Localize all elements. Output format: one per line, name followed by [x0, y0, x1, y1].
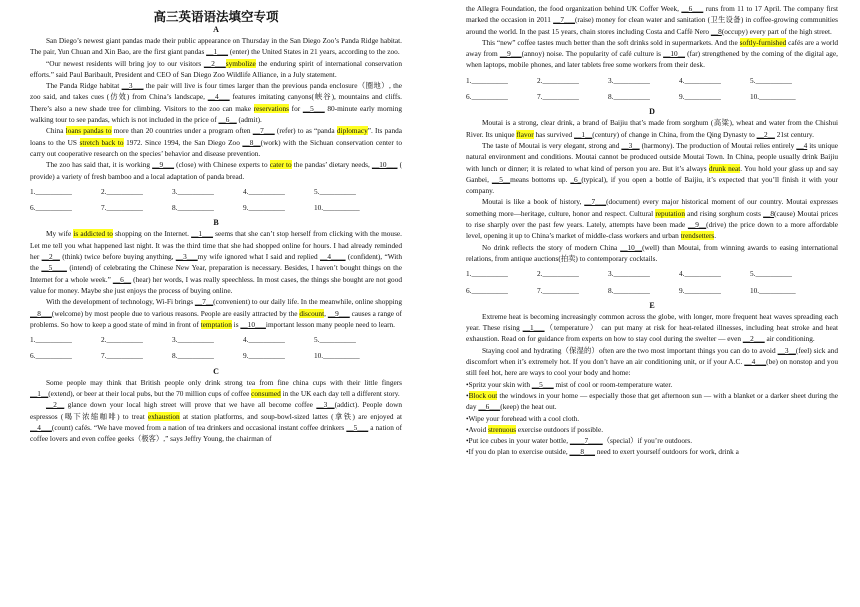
answer-blank: __3__ [621, 140, 640, 150]
passage-text: (hear) her words, I was really speechless. In most cases, the things she bought are not good value for money. Maybe she just enjoys the process of buying online. [30, 274, 402, 295]
answer-row [30, 350, 402, 361]
answer-row [30, 186, 402, 197]
passage-text: (refer) to as “panda [274, 126, 337, 136]
paragraph [30, 399, 402, 444]
passage-text: •Spritz your skin with [466, 379, 532, 389]
highlighted-phrase: symbolize [225, 58, 256, 68]
answer-blank: __1__ [574, 129, 593, 139]
answer-blank: __2___ [742, 334, 765, 344]
answer-slot[interactable]: 10.__________ [750, 92, 796, 102]
passage-text: (count) cafés. “We have moved from a nation of tea drinkers and occasional instant coffee drinkers [51, 422, 347, 432]
passage-text: My wife [46, 229, 74, 239]
answer-slot[interactable]: 4.__________ [243, 335, 285, 345]
passage-text: Moutai is like a book of history, [482, 197, 585, 207]
answer-slot[interactable]: 4.__________ [243, 186, 285, 196]
section-a-passage [30, 35, 402, 182]
answer-slot[interactable]: 1.__________ [466, 269, 508, 279]
passage-text: important lesson many people need to learn. [265, 319, 395, 329]
answer-blank: __8___ [30, 308, 52, 318]
passage-text: (confident), “With the [30, 252, 402, 273]
paragraph [466, 435, 838, 446]
passage-text: (enter) the United States in 21 years, according to the zoo. [228, 47, 400, 57]
highlighted-phrase: drunk neat [708, 163, 741, 173]
answer-slot[interactable]: 1.__________ [466, 75, 508, 85]
passage-text: (welcome) by most people due to various reasons. People are easily attracted by the [51, 308, 300, 318]
passage-text: at station platforms, and soup-bowl-sized lattes (拿铁) are enjoyed at [179, 411, 402, 421]
passage-text: •If you do plan to exercise outside, [466, 447, 570, 457]
highlighted-phrase: exhaustion [148, 411, 180, 421]
passage-text: means bottoms up. [510, 174, 571, 184]
answer-blank: __3___ [175, 252, 198, 262]
answer-slot[interactable]: 7.__________ [101, 203, 143, 213]
section-e-passage [466, 311, 838, 458]
answer-blank: __7___ [584, 197, 607, 207]
passage-text: (document) every major historical moment of our country. Moutai expresses something more—heritage, culture, honor and respect. Cultural [466, 197, 838, 218]
passage-text: (convenient) to our daily life. In the meanwhile, online shopping [213, 297, 402, 307]
answer-slot[interactable]: 9.__________ [679, 285, 721, 295]
passage-text: The taste of Moutai is very elegant, strong and [482, 140, 622, 150]
passage-text: mist of cool or room-temperature water. [553, 379, 673, 389]
passage-text: •Put ice cubes in your water bottle, [466, 436, 570, 446]
answer-row [466, 268, 838, 279]
passage-text: •Avoid [466, 424, 489, 434]
passage-text: the windows in your home — especially those that get afternoon sun — with a blanket or a darker sheet during the day [466, 390, 838, 412]
passage-text: (close) with Chinese experts to [174, 160, 270, 170]
paragraph [466, 345, 838, 379]
paragraph [466, 413, 838, 424]
passage-text: (century) of change in China, from the Qing Dynasty to [592, 129, 757, 139]
passage-text: . [714, 231, 717, 241]
answer-blank: __4___ [744, 357, 767, 367]
highlighted-phrase: softly-furnished [739, 37, 787, 47]
passage-text: more than 20 countries under a program often [111, 126, 253, 136]
passage-text: (occupy) every part of the high street. [721, 26, 832, 36]
answer-blank: __5___ [531, 379, 554, 389]
section-d-label: D [649, 107, 655, 117]
answer-slot[interactable]: 7.__________ [537, 92, 579, 102]
paragraph [30, 80, 402, 125]
section-d-passage [466, 117, 838, 264]
answer-blank: __2___ [203, 58, 226, 68]
answer-slot[interactable]: 9.__________ [679, 92, 721, 102]
left-column [30, 0, 402, 607]
answer-slot[interactable]: 8.__________ [172, 351, 214, 361]
answer-blank: __10__ [663, 49, 685, 59]
answer-slot[interactable]: 9.__________ [243, 203, 285, 213]
answer-blank: __8 [710, 26, 722, 36]
passage-text: (typical), if you open a bottle of Baijiu, it’s expected that you’ll finish it with your company. [466, 174, 838, 196]
passage-text: (extend), or beer at their local pubs, but the 70 million cups of coffee [48, 389, 252, 399]
passage-text: . You hold your glass up and say Ganbei, [466, 163, 838, 184]
highlighted-phrase: consumed [251, 389, 281, 399]
highlighted-phrase: diplomacy [336, 126, 368, 136]
answer-blank: __5___ [346, 422, 369, 432]
answer-slot[interactable]: 4.__________ [679, 269, 721, 279]
passage-text: and rising sorghum costs [684, 208, 764, 218]
paragraph [466, 140, 838, 196]
answer-blank: __5__ [491, 174, 511, 184]
passage-text: the enduring spirit of international conservation efforts.” said Paul Baribault, President and CEO of San Diego Zoo Wildlife Alliance, in a July statement. [30, 58, 402, 79]
answer-slot[interactable]: 10.__________ [314, 203, 360, 213]
paragraph [30, 377, 402, 400]
paragraph [466, 196, 838, 241]
passage-text: (work) with the Sichuan conservation center to carry out cooperative research on the species’ behavior and disease prevention. [30, 137, 402, 158]
answer-blank: __10__ [620, 242, 643, 252]
paragraph [30, 159, 402, 182]
answer-blank: __8__ [242, 137, 261, 147]
answer-slot[interactable]: 5.__________ [750, 75, 792, 85]
answer-slot[interactable]: 3.__________ [172, 186, 214, 196]
highlighted-phrase: loans pandas to [65, 126, 112, 136]
highlighted-phrase: cater to [269, 160, 292, 170]
paragraph [466, 446, 838, 457]
answer-slot[interactable]: 5.__________ [314, 335, 356, 345]
passage-text: ”. Its panda loans to the US [30, 126, 402, 147]
passage-text: in the UK each day tell a different story. [280, 389, 400, 399]
answer-blank: __7__ [194, 297, 214, 307]
passage-text: With the development of technology, Wi-Fi brings [46, 297, 195, 307]
passage-text: (addict). People down espressos (喝下浓缩咖啡) to treat [30, 400, 402, 421]
paragraph [466, 424, 838, 435]
passage-text: (cause) Moutai prices to rise sharply over the past few years. Lately, attempts have been made [466, 208, 838, 230]
answer-blank: __1__ [30, 389, 49, 399]
answer-blank: __7___ [553, 15, 575, 25]
answer-blank: __5____ [41, 263, 67, 273]
answer-slot[interactable]: 4.__________ [679, 75, 721, 85]
answer-row [466, 91, 838, 102]
passage-text: its unique natural environment and conditions. Moutai cannot be produced outside Moutai Town. In China, people usually drink Baijiu with lunch or dinner; it is related to what kind of person you are. But it’s always [466, 140, 838, 173]
section-b-answers [30, 334, 402, 362]
paragraph [30, 228, 402, 296]
passage-text: (admit). [236, 115, 262, 125]
answer-blank: __4___ [30, 422, 52, 432]
passage-text: (annoy) noise. The popularity of café culture is [521, 49, 664, 59]
paragraph [466, 311, 838, 345]
passage-text: runs from 11 to 17 April. The company first marked the occasion in 2011 [466, 4, 838, 25]
answer-slot[interactable]: 3.__________ [608, 75, 650, 85]
passage-text: No drink reflects the story of modern China [482, 242, 621, 252]
section-e-label: E [649, 300, 655, 310]
section-c-passage-right [466, 3, 838, 71]
passage-text: causes a range of problems. So how to keep a good state of mind in front of [30, 308, 402, 329]
passage-text: “Our newest residents will bring joy to our visitors [46, 58, 204, 68]
passage-text: seems that she can’t stop herself from clicking with the mouse. Let me tell you what happened last night. It was the third time that she had shopped online for hours. I had already reminded her [30, 229, 402, 262]
passage-text: 21st century. [774, 129, 814, 139]
answer-slot[interactable]: 2.__________ [101, 335, 143, 345]
passage-text: （temperature） can put many at risk for heat-related illnesses, including heat stroke and heat exhaustion. Read on for guidance from experts on how to stay cool during the swelter — even [466, 323, 838, 344]
answer-slot[interactable]: 7.__________ [537, 285, 579, 295]
answer-slot[interactable]: 10.__________ [314, 351, 360, 361]
passage-text: 1972. Since 1994, the San Diego Zoo [123, 137, 243, 147]
passage-text: (keep) the heat out. [500, 402, 557, 412]
answer-blank: __10___ [240, 319, 266, 329]
passage-text: cafés are a world away from [466, 37, 838, 59]
paragraph [30, 35, 402, 58]
answer-blank: __1___ [206, 47, 229, 57]
paragraph [466, 390, 838, 413]
answer-slot[interactable]: 8.__________ [608, 92, 650, 102]
answer-slot[interactable]: 3.__________ [608, 269, 650, 279]
answer-blank: __6___ [478, 402, 501, 412]
answer-slot[interactable]: 2.__________ [537, 269, 579, 279]
passage-text: This “new” coffee tastes much better than the soft drinks sold in supermarkets. And the [482, 37, 740, 47]
passage-text: (drive) the price down to a more affordable level, opening it up to China’s market of middle-class workers and urban [466, 220, 838, 241]
answer-blank: __9__ [687, 220, 707, 230]
paragraph [30, 58, 402, 81]
passage-text: San Diego’s newest giant pandas made their public appearance on Thursday in the San Diego Zoo’s Panda Ridge habitat. The pair, Yun Chuan and Xin Bao, are the first giant pandas [30, 36, 402, 57]
passage-text: (feel) sick and discomfort when it’s extremely hot. If you don’t have an air conditioning unit, or if your A.C. [466, 345, 838, 367]
passage-text: , [324, 308, 328, 318]
passage-text: the pair will live is four times larger than the previous panda enclosure（圈地）, the zoo said, and takes cues (仿效) from China’s landscape, [30, 81, 402, 102]
passage-text: • [466, 390, 469, 400]
passage-text: ( provide) a variety of fresh bamboo and a local adaptation of panda bread. [30, 160, 402, 181]
highlighted-phrase: reservations [253, 103, 289, 113]
passage-text: (intend) of celebrating the Chinese New Year, preparation is necessary. Besides, I haven’t bought things on the Internet for a whole week.” [30, 263, 402, 284]
answer-blank: __9___ [152, 160, 175, 170]
passage-text: Staying cool and hydrating（保湿的）often are the two most important things you can do to avoid [482, 345, 778, 355]
passage-text: （special）if you’re outdoors. [602, 436, 693, 446]
answer-blank: _6_ [570, 174, 582, 184]
right-column [466, 0, 838, 607]
section-b-label: B [213, 218, 219, 228]
answer-blank: __2__ [46, 400, 65, 410]
highlighted-phrase: temptation [200, 319, 232, 329]
answer-blank: __10___ [371, 160, 398, 170]
answer-blank: __7___ [252, 126, 275, 136]
answer-slot[interactable]: 6.__________ [466, 285, 508, 295]
passage-text: a nation of coffee lovers and even coffee geeks（极客）,” says Jeffry Young, the chairman of [30, 422, 402, 444]
answer-blank: __1___ [191, 229, 214, 239]
answer-blank: __3__ [316, 400, 335, 410]
passage-text: is [231, 319, 241, 329]
passage-text: shopping on the Internet. [112, 229, 192, 239]
answer-slot[interactable]: 2.__________ [537, 75, 579, 85]
paragraph [466, 379, 838, 390]
passage-text: the pandas’ dietary needs, [291, 160, 372, 170]
passage-text: the Allegra Foundation, the food organization behind UK Coffer Week, [466, 4, 682, 13]
passage-text: need to exert yourself outdoors for work, drink a [595, 447, 739, 457]
answer-blank: __9___ [327, 308, 350, 318]
passage-text: Some people may think that British people only drink strong tea from fine china cups with their little fingers [46, 377, 402, 387]
page-title: 高三英语语法填空专项 [153, 9, 279, 24]
passage-text: (be) on nonstop and you still feel hot, here are ways to cool your body and home: [466, 357, 838, 378]
answer-blank: __6___ [681, 4, 704, 13]
section-c-answers [466, 75, 838, 103]
answer-blank: ___8___ [569, 447, 596, 457]
highlighted-phrase: reputation [655, 208, 685, 218]
passage-text: China [46, 126, 66, 136]
passage-text: The zoo has said that, it is working [46, 160, 153, 170]
answer-slot[interactable]: 3.__________ [172, 335, 214, 345]
highlighted-phrase: discount [299, 308, 325, 318]
passage-text: Moutai is a strong, clear drink, a brand of Baijiu that’s made from sorghum (高粱), wheat and water from the Chishui River. Its unique [466, 118, 838, 139]
answer-slot[interactable]: 6.__________ [30, 351, 72, 361]
passage-text: Extreme heat is becoming increasingly common across the globe, with longer, more frequent heat waves spreading each year. These rising [466, 311, 838, 333]
section-c-passage-left [30, 377, 402, 445]
passage-text: (well) than Moutai, from winning awards to easing international relations, from antique auctions(拍卖) to contemporary cocktails. [466, 242, 838, 263]
answer-slot[interactable]: 7.__________ [101, 351, 143, 361]
answer-blank: __1___ [522, 323, 545, 333]
answer-blank: __2__ [41, 252, 60, 262]
passage-text: for [288, 103, 303, 113]
highlighted-phrase: trendsetters [680, 231, 715, 241]
answer-slot[interactable]: 6.__________ [30, 203, 72, 213]
passage-text: (raise) money for clean water and sanitation (卫生设备) in coffee-growing communities around the world. In the past 15 years, chain stores including Costa and Caffè Nero [466, 15, 838, 36]
section-a-answers [30, 186, 402, 214]
answer-row [30, 334, 402, 345]
paragraph [30, 296, 402, 330]
answer-slot[interactable]: 5.__________ [314, 186, 356, 196]
passage-text: my wife ignored what I said and replied [197, 252, 321, 262]
section-a-label: A [213, 25, 219, 34]
answer-blank: __9___ [499, 49, 522, 59]
passage-text: has survived [533, 129, 575, 139]
answer-blank: __3__ [777, 345, 796, 355]
paragraph [466, 117, 838, 140]
answer-blank: __4___ [207, 92, 230, 102]
paragraph [466, 37, 838, 71]
answer-blank: __5___ [302, 103, 325, 113]
answer-slot[interactable]: 5.__________ [750, 269, 792, 279]
paragraph [30, 125, 402, 159]
answer-blank: __4____ [320, 252, 346, 262]
answer-blank: __6__ [112, 274, 132, 284]
answer-blank: __2__ [756, 129, 775, 139]
answer-blank: __6__ [218, 115, 237, 125]
answer-slot[interactable]: 8.__________ [608, 285, 650, 295]
passage-text: (think) twice before buying anything, [59, 252, 176, 262]
answer-blank: ____7____ [569, 436, 603, 446]
highlighted-phrase: stretch back to [79, 137, 124, 147]
answer-slot[interactable]: 8.__________ [172, 203, 214, 213]
answer-row [466, 75, 838, 86]
paragraph [466, 3, 838, 37]
answer-blank: __4 [796, 140, 808, 150]
paragraph [466, 242, 838, 265]
highlighted-phrase: flavor [516, 129, 534, 139]
answer-slot[interactable]: 6.__________ [466, 92, 508, 102]
answer-blank: __3___ [121, 81, 144, 91]
answer-row [30, 202, 402, 213]
section-c-label: C [213, 366, 219, 376]
answer-slot[interactable]: 1.__________ [30, 186, 72, 196]
highlighted-phrase: strenuous [488, 424, 517, 434]
passage-text: •Wipe your forehead with a cool cloth. [466, 413, 580, 423]
passage-text: 80-minute early morning walking tour to see pandas, which is not included in the price of [30, 103, 402, 125]
passage-text: The Panda Ridge habitat [46, 81, 122, 91]
highlighted-phrase: Block out [468, 390, 498, 400]
passage-text: exercise outdoors if possible. [516, 424, 604, 434]
section-d-answers [466, 268, 838, 296]
passage-text: (harmony). The production of Moutai relies entirely [639, 140, 797, 150]
highlighted-phrase: is addicted to [73, 229, 113, 239]
answer-slot[interactable]: 2.__________ [101, 186, 143, 196]
answer-slot[interactable]: 10.__________ [750, 285, 796, 295]
section-b-passage [30, 228, 402, 330]
passage-text: features imitating canyons(峡谷), mountains and cliffs. There’s also a new shade tree for climbing. Visitors to the zoo can make [30, 92, 402, 113]
passage-text: air conditioning. [764, 334, 815, 344]
answer-blank: __8 [763, 208, 775, 218]
passage-text: glance down your local high street will prove that we have all become coffee [64, 400, 317, 410]
answer-slot[interactable]: 9.__________ [243, 351, 285, 361]
answer-slot[interactable]: 1.__________ [30, 335, 72, 345]
passage-text: (far) strengthened by the coming of the digital age, when laptops, mobile phones, and later tablets free some workers from their desk. [466, 49, 838, 70]
answer-row [466, 285, 838, 296]
